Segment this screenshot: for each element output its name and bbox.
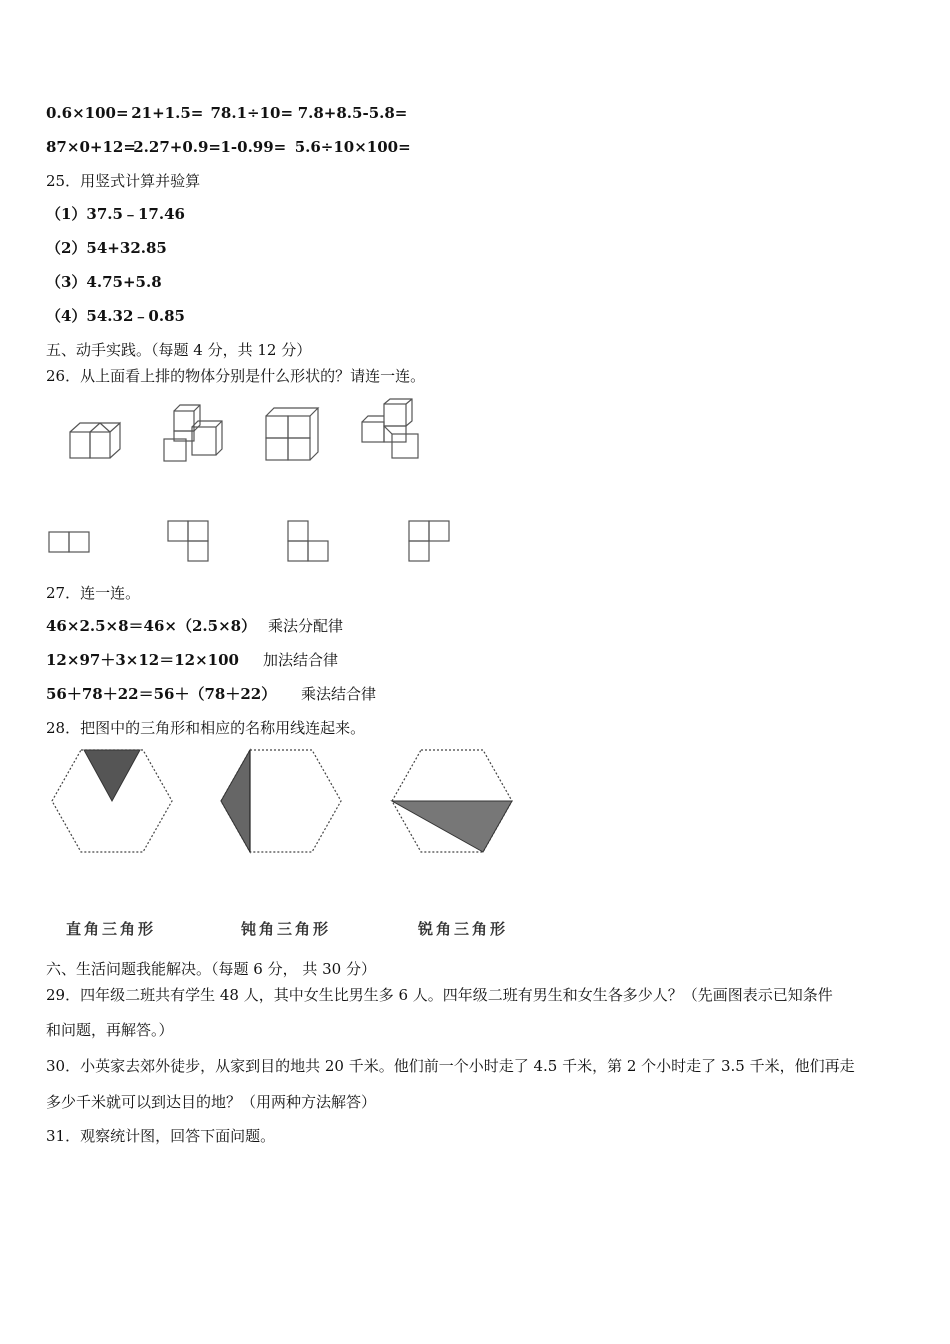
q25-item-4: （4）54.32﹣0.85 bbox=[46, 307, 185, 325]
q31-title: 31．观察统计图，回答下面问题。 bbox=[46, 1127, 276, 1145]
q27-expr-2: 12×97＋3×12＝12×100 bbox=[46, 651, 239, 669]
calc-row-2 bbox=[46, 137, 411, 157]
calc-item: 78.1÷10= bbox=[210, 104, 294, 122]
section-6-heading: 六、生活问题我能解决。（每题 6 分， 共 30 分） bbox=[46, 960, 376, 978]
calc-row-1 bbox=[46, 103, 407, 123]
q29-line-2: 和问题，再解答。） bbox=[46, 1021, 174, 1039]
calc-item: 5.6÷10×100= bbox=[294, 138, 411, 156]
calc-item: 87×0+12= bbox=[46, 138, 136, 156]
top-view-3 bbox=[287, 520, 331, 564]
top-view-1 bbox=[48, 531, 92, 555]
triangle-label-obtuse: 钝角三角形 bbox=[241, 920, 332, 938]
section-5-heading: 五、动手实践。（每题 4 分，共 12 分） bbox=[46, 341, 312, 359]
hexagon-figure-3 bbox=[390, 748, 515, 856]
q27-law-3: 乘法结合律 bbox=[301, 685, 377, 703]
q28-title: 28．把图中的三角形和相应的名称用线连起来。 bbox=[46, 719, 366, 737]
cube-figure-1 bbox=[68, 418, 128, 463]
q25-item-1: （1）37.5﹣17.46 bbox=[46, 205, 185, 223]
calc-item: 0.6×100= bbox=[46, 104, 129, 122]
q25-item-2: （2）54+32.85 bbox=[46, 239, 167, 257]
hexagon-figure-1 bbox=[50, 748, 175, 856]
q30-line-1: 30．小英家去郊外徒步，从家到目的地共 20 千米。他们前一个小时走了 4.5 千米，第 2 个小时走了 3.5 千米，他们再走 bbox=[46, 1057, 855, 1075]
q25-title: 25．用竖式计算并验算 bbox=[46, 172, 201, 190]
q30-line-2: 多少千米就可以到达目的地？（用两种方法解答） bbox=[46, 1093, 377, 1111]
triangle-label-right: 直角三角形 bbox=[66, 920, 157, 938]
calc-item: 2.27+0.9= bbox=[133, 138, 222, 156]
q27-law-1: 乘法分配律 bbox=[268, 617, 344, 635]
calc-item: 21+1.5= bbox=[131, 104, 204, 122]
top-view-2 bbox=[167, 520, 211, 564]
q27-title: 27．连一连。 bbox=[46, 584, 141, 602]
q26-title: 26．从上面看上排的物体分别是什么形状的？请连一连。 bbox=[46, 367, 426, 385]
cube-figure-4 bbox=[358, 398, 424, 462]
triangle-label-acute: 锐角三角形 bbox=[418, 920, 509, 938]
q27-expr-3: 56＋78＋22＝56＋（78＋22） bbox=[46, 685, 277, 703]
q27-law-2: 加法结合律 bbox=[263, 651, 339, 669]
cube-figure-3 bbox=[264, 406, 322, 462]
q25-item-3: （3）4.75+5.8 bbox=[46, 273, 162, 291]
hexagon-figure-2 bbox=[219, 748, 344, 856]
top-view-4 bbox=[408, 520, 452, 564]
calc-item: 1-0.99= bbox=[220, 138, 287, 156]
q29-line-1: 29．四年级二班共有学生 48 人，其中女生比男生多 6 人。四年级二班有男生和女生各多少人？（先画图表示已知条件 bbox=[46, 986, 833, 1004]
calc-item: 7.8+8.5-5.8= bbox=[297, 104, 408, 122]
q27-expr-1: 46×2.5×8＝46×（2.5×8） bbox=[46, 617, 257, 635]
cube-figure-2 bbox=[162, 403, 227, 465]
